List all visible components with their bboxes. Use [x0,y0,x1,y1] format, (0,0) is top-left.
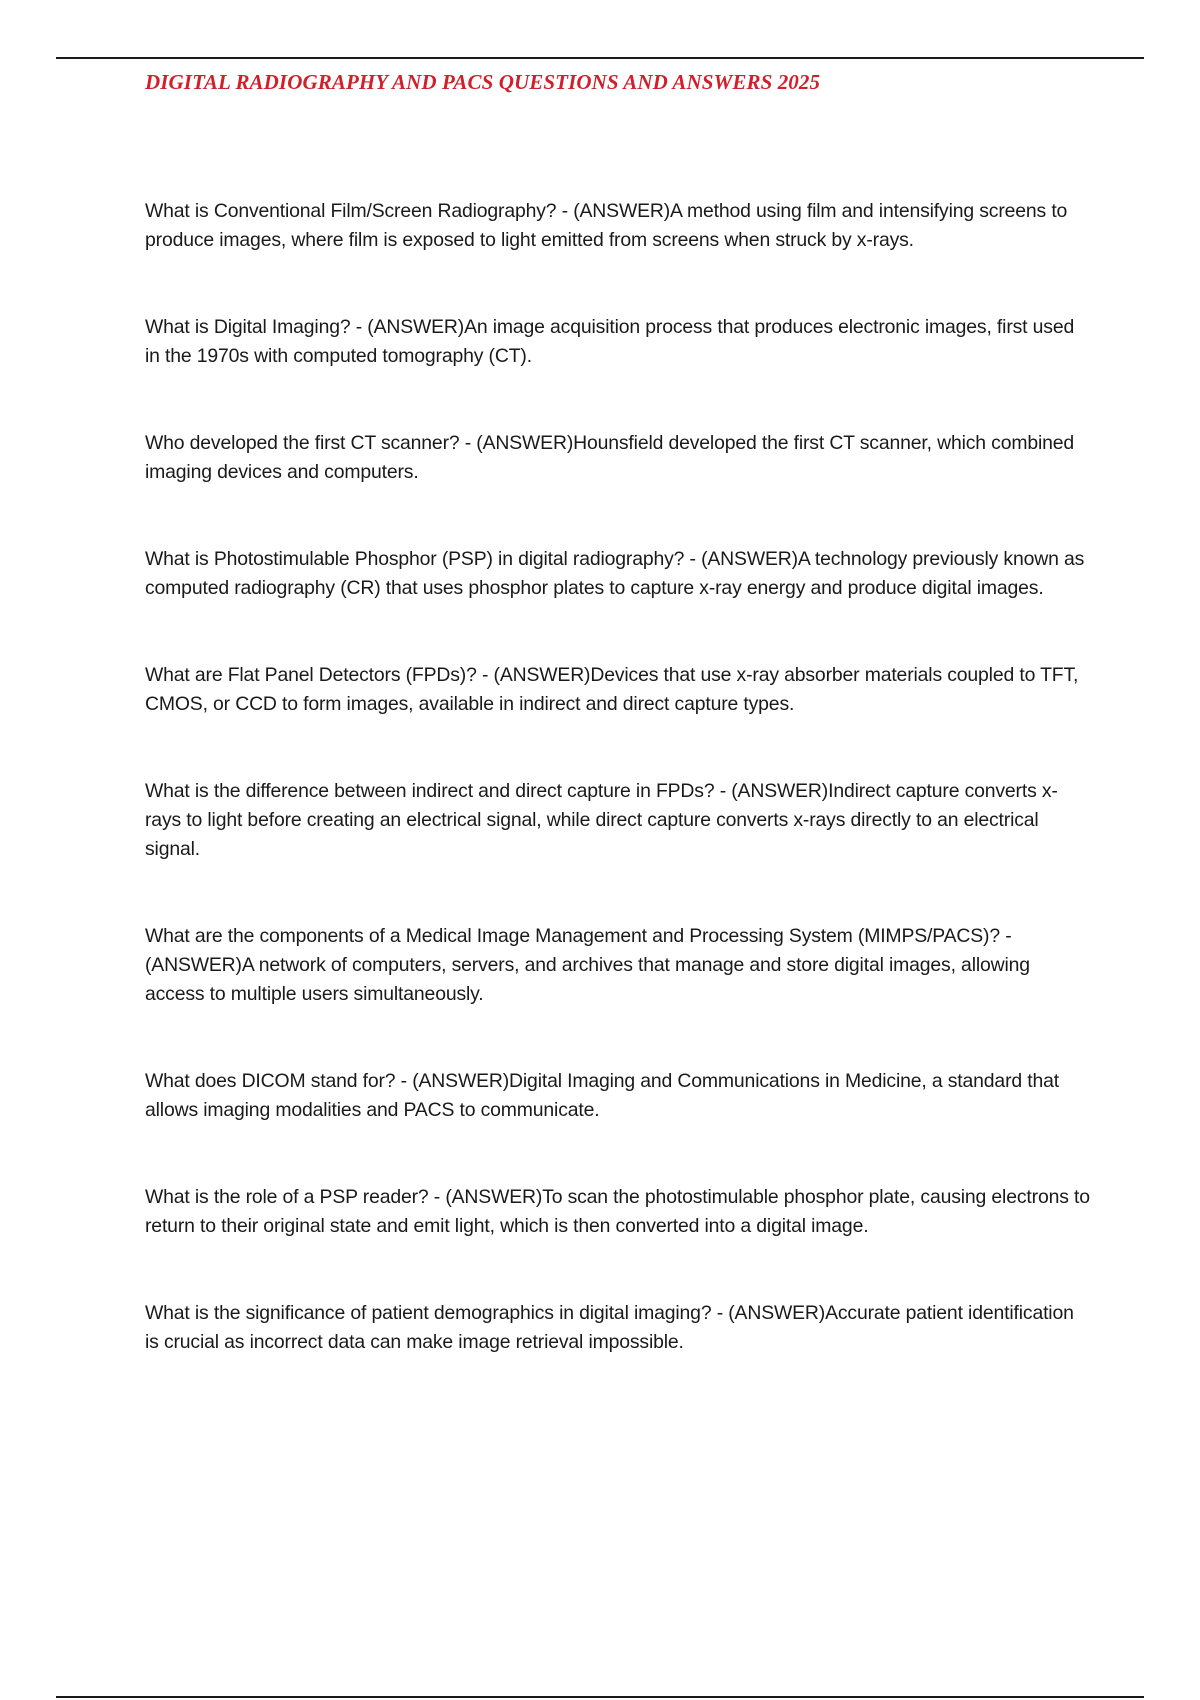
question-text: What are the components of a Medical Image Management and Processing System (MIMPS/PACS)? [145,925,1000,947]
answer-marker: - (ANSWER) [476,664,591,686]
question-text: What is the difference between indirect and direct capture in FPDs? [145,780,715,802]
question-text: What are Flat Panel Detectors (FPDs)? [145,664,477,686]
answer-marker: - (ANSWER) [145,925,1012,976]
answer-text: A method using film and intensifying screens to produce images, where film is exposed to light emitted from screens when struck by x-rays. [145,200,1068,251]
qa-item [145,661,1090,719]
answer-marker: - (ANSWER) [428,1186,543,1208]
answer-text: To scan the photostimulable phosphor plate, causing electrons to return to their original state and emit light, which is then converted into a digital image. [145,1186,1090,1237]
qa-item [145,313,1090,371]
qa-item [145,1067,1090,1125]
answer-marker: - (ANSWER) [459,432,574,454]
qa-item [145,197,1090,255]
qa-item [145,1183,1090,1241]
answer-text: Indirect capture converts x-rays to light before creating an electrical signal, while direct capture converts x-rays directly to an electrical signal. [145,780,1058,860]
header-rule [56,57,1144,59]
answer-text: Hounsfield developed the first CT scanner, which combined imaging devices and computers. [145,432,1075,483]
footer-rule [56,1696,1144,1698]
answer-text: A network of computers, servers, and archives that manage and store digital images, allowing access to multiple users simultaneously. [145,954,1030,1005]
question-text: What is the role of a PSP reader? [145,1186,429,1208]
qa-item [145,1299,1090,1357]
qa-item [145,777,1090,864]
question-text: What is Conventional Film/Screen Radiography? [145,200,557,222]
answer-marker: - (ANSWER) [684,548,798,570]
answer-marker: - (ANSWER) [711,1302,826,1324]
question-text: What does DICOM stand for? [145,1070,396,1092]
question-text: What is Photostimulable Phosphor (PSP) in digital radiography? [145,548,685,570]
document-title: DIGITAL RADIOGRAPHY AND PACS QUESTIONS AND ANSWERS 2025 [145,70,821,94]
qa-item [145,922,1090,1009]
question-text: Who developed the first CT scanner? [145,432,460,454]
answer-text: Accurate patient identification is crucial as incorrect data can make image retrieval impossible. [145,1302,1074,1353]
answer-text: An image acquisition process that produces electronic images, first used in the 1970s with computed tomography (CT). [145,316,1075,367]
answer-marker: - (ANSWER) [395,1070,510,1092]
answer-text: A technology previously known as computed radiography (CR) that uses phosphor plates to capture x-ray energy and produce digital images. [145,548,1085,599]
answer-marker: - (ANSWER) [556,200,671,222]
question-text: What is Digital Imaging? [145,316,351,338]
answer-text: Devices that use x-ray absorber materials coupled to TFT, CMOS, or CCD to form images, available in indirect and direct capture types. [145,664,1079,715]
answer-marker: - (ANSWER) [714,780,829,802]
qa-item [145,545,1090,603]
qa-list [145,197,1090,1415]
answer-text: Digital Imaging and Communications in Medicine, a standard that allows imaging modalities and PACS to communicate. [145,1070,1059,1121]
qa-item [145,429,1090,487]
question-text: What is the significance of patient demographics in digital imaging? [145,1302,712,1324]
answer-marker: - (ANSWER) [350,316,465,338]
